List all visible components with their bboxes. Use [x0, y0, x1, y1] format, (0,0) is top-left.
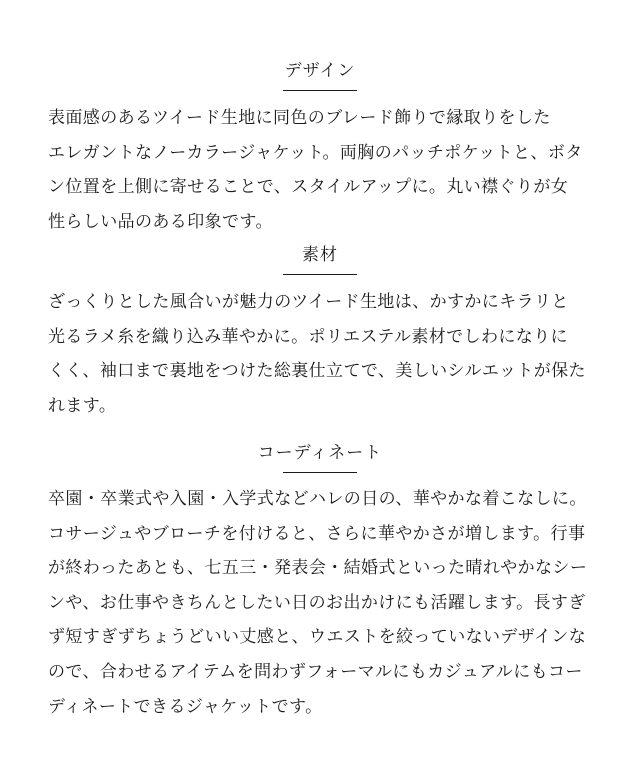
text-line: エレガントなノーカラージャケット。両胸のパッチポケットと、ボタ [48, 142, 583, 163]
heading-underline [283, 274, 357, 275]
coordinate-heading: コーディネート [257, 443, 383, 463]
text-line: 表面感のあるツイード生地に同色のブレード飾りで縁取りをした [48, 108, 551, 128]
text-line: 卒園・卒業式や入園・入学式などハレの日の、華やかな着こなしに。 [48, 489, 587, 509]
text-line: れます。 [48, 395, 117, 416]
coordinate-text [48, 482, 600, 724]
text-line: くく、袖口まで裏地をつけた総裏仕立てで、美しいシルエットが保た [48, 361, 586, 382]
text-line: ので、合わせるアイテムを問わずフォーマルにもカジュアルにもコー [48, 661, 583, 682]
text-line: が終わったあとも、七五三・発表会・結婚式といった晴れやかなシー [48, 558, 588, 579]
text-line: ず短すぎずちょうどいい丈感と、ウエストを絞っていないデザインな [48, 627, 587, 648]
text-line: 性らしい品のある印象です。 [48, 211, 273, 232]
text-line: ンや、お仕事やきちんとしたい日のお出かけにも活躍します。長すぎ [48, 592, 586, 613]
material-heading: 素材 [302, 245, 338, 265]
design-heading: デザイン [284, 61, 356, 81]
design-section [0, 60, 640, 91]
text-line: ざっくりとした風合いが魅力のツイード生地は、かすかにキラリと [48, 292, 569, 312]
coordinate-section [0, 442, 640, 473]
material-section [0, 244, 640, 275]
text-line: 光るラメ糸を織り込み華やかに。ポリエステル素材でしわになりに [48, 326, 568, 347]
text-line: ン位置を上側に寄せることで、スタイルアップに。丸い襟ぐりが女 [48, 177, 569, 198]
material-text [48, 285, 600, 423]
heading-underline [283, 90, 357, 91]
design-text [48, 101, 600, 239]
text-line: ディネートできるジャケットです。 [48, 696, 323, 717]
text-line: コサージュやブローチを付けると、さらに華やかさが増します。行事 [48, 523, 586, 544]
heading-underline [283, 472, 357, 473]
